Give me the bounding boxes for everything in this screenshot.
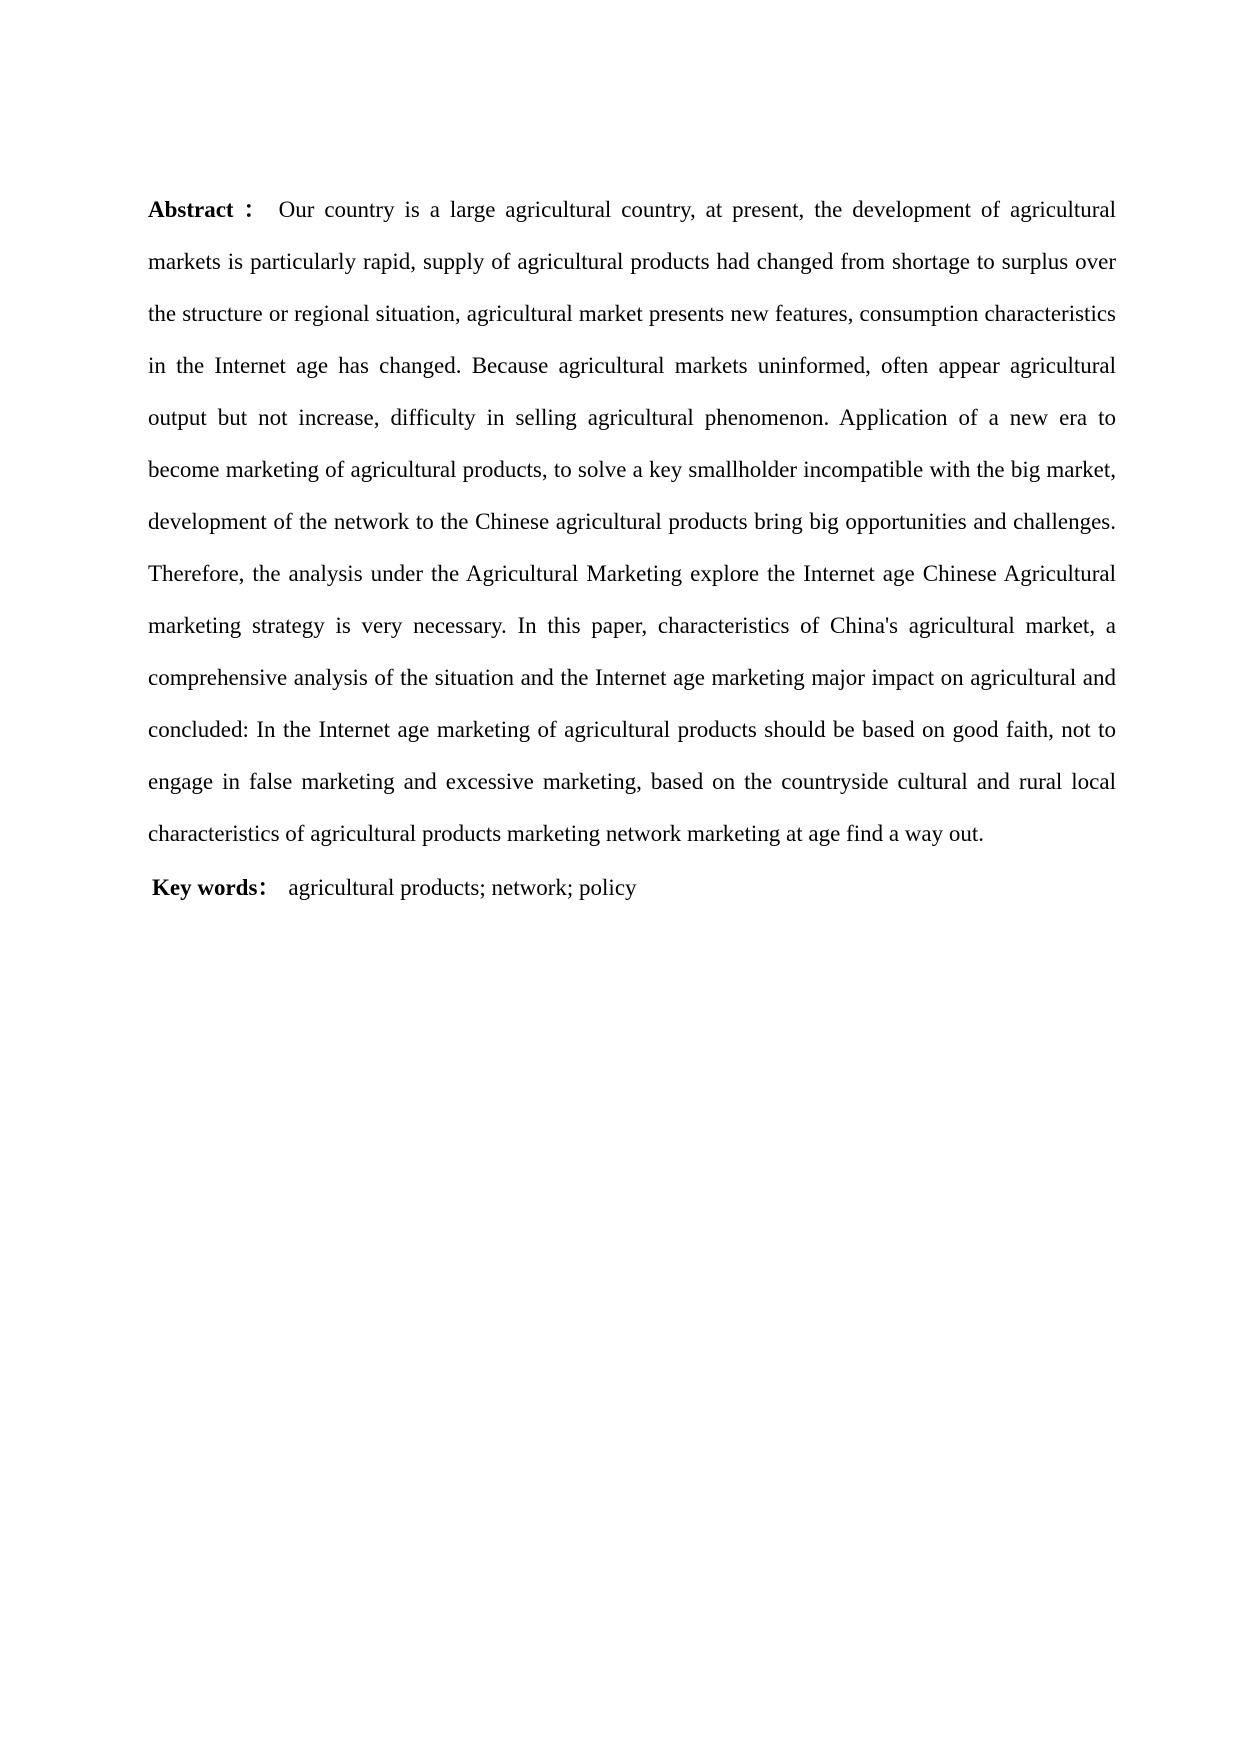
keywords-text: agricultural products; network; policy bbox=[288, 875, 637, 900]
abstract-text: Our country is a large agricultural country, at present, the development of agricultural markets is particularly rapid, supply of agricultural products had changed from shortage to surplus over the structure or regional situation, agricultural market presents new features, consumption characteristics in the Internet age has changed. Because agricultural markets uninformed, often appear agricultural output but not increase, difficulty in selling agricultural phenomenon. Application of a new era to become marketing of agricultural products, to solve a key smallholder incompatible with the big market, development of the network to the Chinese agricultural products bring big opportunities and challenges. Therefore, the analysis under the Agricultural Marketing explore the Internet age Chinese Agricultural marketing strategy is very necessary. In this paper, characteristics of China's agricultural market, a comprehensive analysis of the situation and the Internet age marketing major impact on agricultural and concluded: In the Internet age marketing of agricultural products should be based on good faith, not to engage in false marketing and excessive marketing, based on the countryside cultural and rural local characteristics of agricultural products marketing network marketing at age find a way out. bbox=[148, 197, 1116, 846]
keywords-label: Key words： bbox=[152, 875, 281, 900]
keywords-line bbox=[152, 862, 1112, 914]
abstract-label: Abstract bbox=[148, 197, 234, 222]
abstract-separator: ： bbox=[243, 197, 271, 222]
abstract-paragraph bbox=[148, 184, 1116, 860]
